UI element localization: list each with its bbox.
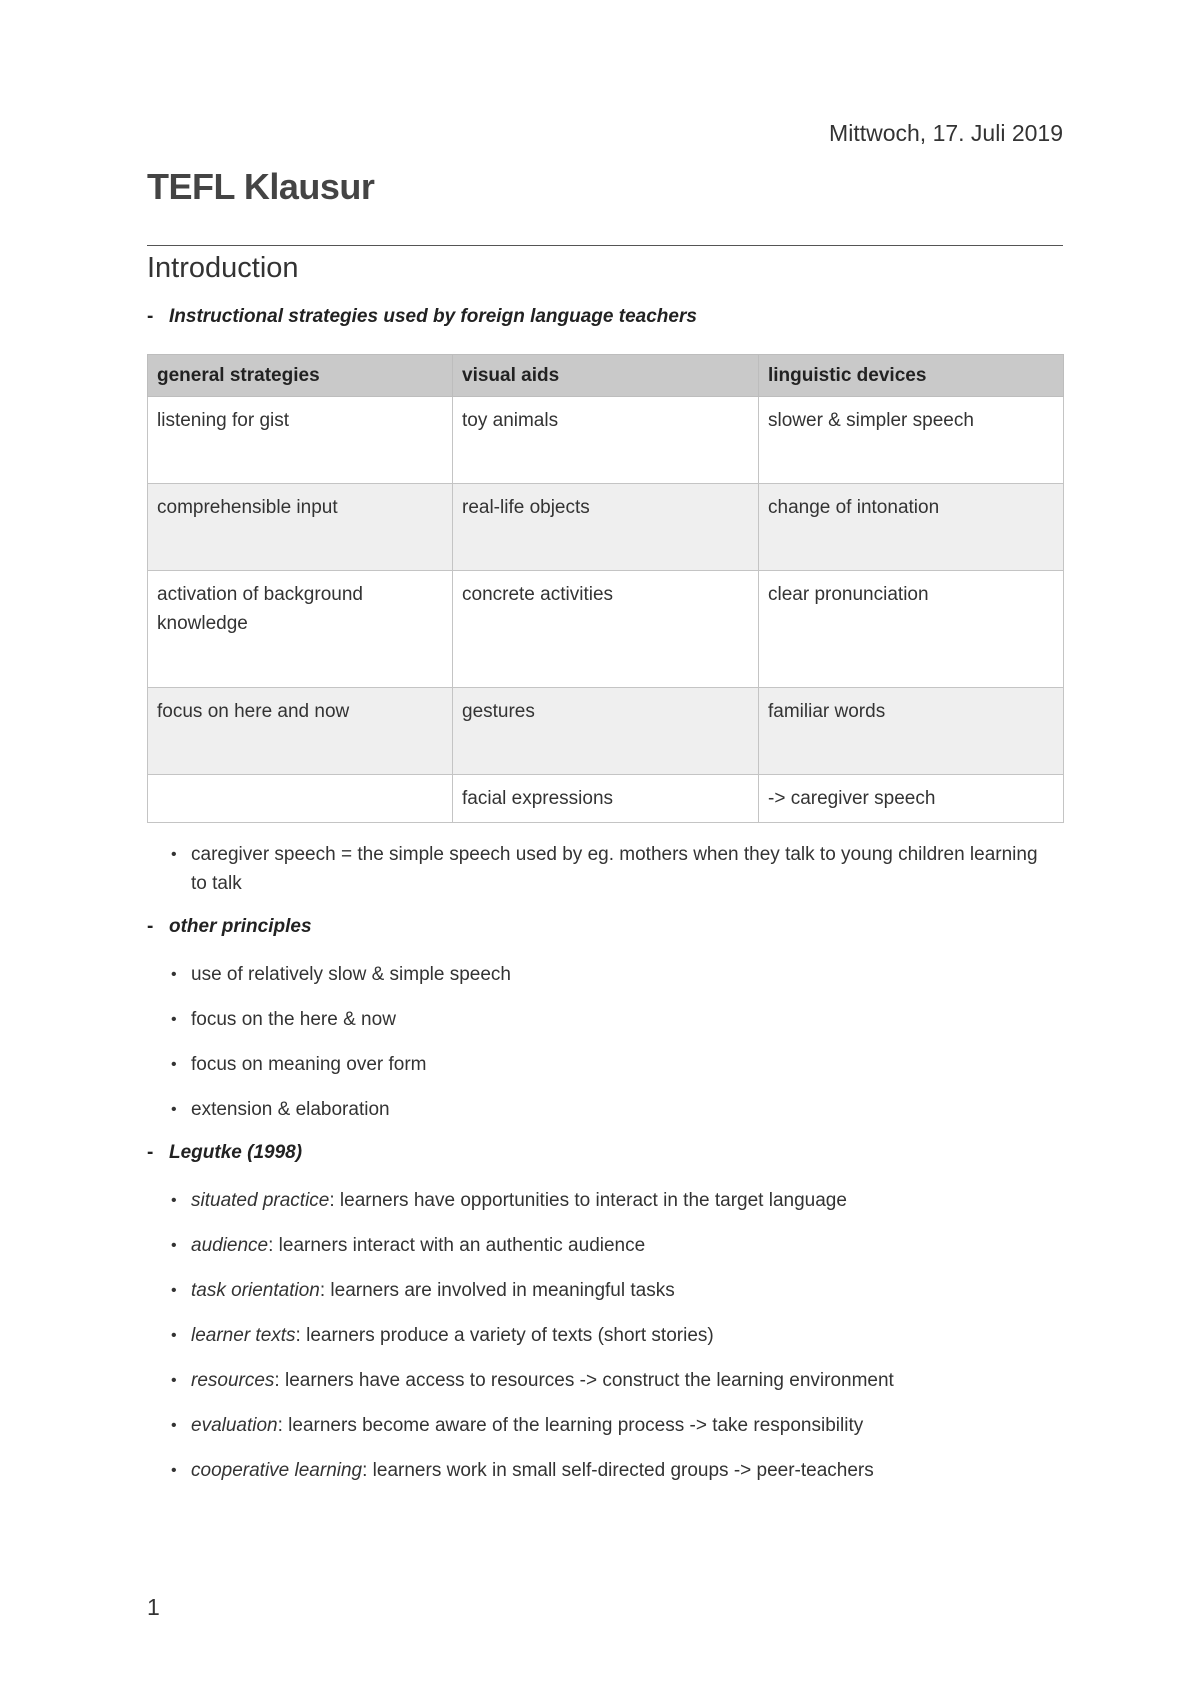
- page-title: TEFL Klausur: [147, 166, 375, 207]
- date-line: Mittwoch, 17. Juli 2019: [829, 120, 1063, 146]
- table-cell: activation of background knowledge: [148, 571, 453, 688]
- list-item-text: : learners have access to resources -> construct the learning environment: [274, 1370, 894, 1391]
- list-item: [169, 1231, 1049, 1260]
- other-principles-list: [169, 960, 1049, 1124]
- list-item: • caregiver speech = the simple speech used by eg. mothers when they talk to young children learning to talk: [169, 840, 1049, 898]
- table-header-row: [148, 355, 1064, 397]
- list-item-term: audience: [191, 1235, 269, 1256]
- table-cell: concrete activities: [453, 571, 759, 688]
- table-cell: focus on here and now: [148, 688, 453, 775]
- list-item: • focus on meaning over form: [169, 1050, 1049, 1079]
- list-item: [169, 1321, 1049, 1350]
- list-item-text: : learners produce a variety of texts (short stories): [295, 1325, 714, 1346]
- strategies-heading: [147, 306, 697, 328]
- column-header: visual aids: [453, 355, 759, 397]
- other-principles-heading: [147, 916, 312, 938]
- page-number: 1: [147, 1594, 160, 1620]
- list-item-term: cooperative learning: [191, 1460, 363, 1481]
- list-item-term: resources: [191, 1370, 275, 1391]
- table-cell: [148, 775, 453, 823]
- strategies-heading-text: Instructional strategies used by foreign language teachers: [169, 306, 697, 327]
- dash-marker: -: [147, 1142, 154, 1163]
- list-item-term: learner texts: [191, 1325, 296, 1346]
- table-row: [148, 688, 1064, 775]
- list-item-text: : learners work in small self-directed groups -> peer-teachers: [362, 1460, 874, 1481]
- list-item: [169, 1186, 1049, 1215]
- table-cell: clear pronunciation: [759, 571, 1064, 688]
- table-row: [148, 571, 1064, 688]
- legutke-heading-text: Legutke (1998): [169, 1142, 303, 1163]
- table-cell: real-life objects: [453, 484, 759, 571]
- table-cell: toy animals: [453, 397, 759, 484]
- other-principles-heading-text: other principles: [169, 916, 312, 937]
- strategies-table: [147, 354, 1064, 823]
- legutke-list: [169, 1186, 1049, 1485]
- caregiver-note-list: [169, 840, 1049, 898]
- list-item-text: : learners interact with an authentic audience: [268, 1235, 646, 1256]
- list-item: [169, 1366, 1049, 1395]
- list-item: • focus on the here & now: [169, 1005, 1049, 1034]
- legutke-heading: [147, 1142, 302, 1164]
- table-row: [148, 484, 1064, 571]
- table-cell: change of intonation: [759, 484, 1064, 571]
- table-cell: gestures: [453, 688, 759, 775]
- list-item-term: situated practice: [191, 1190, 330, 1211]
- table-cell: comprehensible input: [148, 484, 453, 571]
- table-cell: -> caregiver speech: [759, 775, 1064, 823]
- dash-marker: -: [147, 306, 154, 327]
- list-item: [169, 1456, 1049, 1485]
- list-item-term: task orientation: [191, 1280, 320, 1301]
- title-divider: [147, 245, 1063, 246]
- table-cell: familiar words: [759, 688, 1064, 775]
- list-item-text: : learners are involved in meaningful tasks: [319, 1280, 675, 1301]
- table-cell: listening for gist: [148, 397, 453, 484]
- table-cell: facial expressions: [453, 775, 759, 823]
- list-item: [169, 1411, 1049, 1440]
- table-row: [148, 397, 1064, 484]
- column-header: general strategies: [148, 355, 453, 397]
- list-item: • use of relatively slow & simple speech: [169, 960, 1049, 989]
- list-item: • extension & elaboration: [169, 1095, 1049, 1124]
- section-title: Introduction: [147, 252, 299, 284]
- list-item-text: : learners become aware of the learning process -> take responsibility: [277, 1415, 864, 1436]
- list-item-term: evaluation: [191, 1415, 278, 1436]
- list-item: [169, 1276, 1049, 1305]
- table-cell: slower & simpler speech: [759, 397, 1064, 484]
- dash-marker: -: [147, 916, 154, 937]
- column-header: linguistic devices: [759, 355, 1064, 397]
- list-item-text: : learners have opportunities to interact in the target language: [329, 1190, 847, 1211]
- table-row: [148, 775, 1064, 823]
